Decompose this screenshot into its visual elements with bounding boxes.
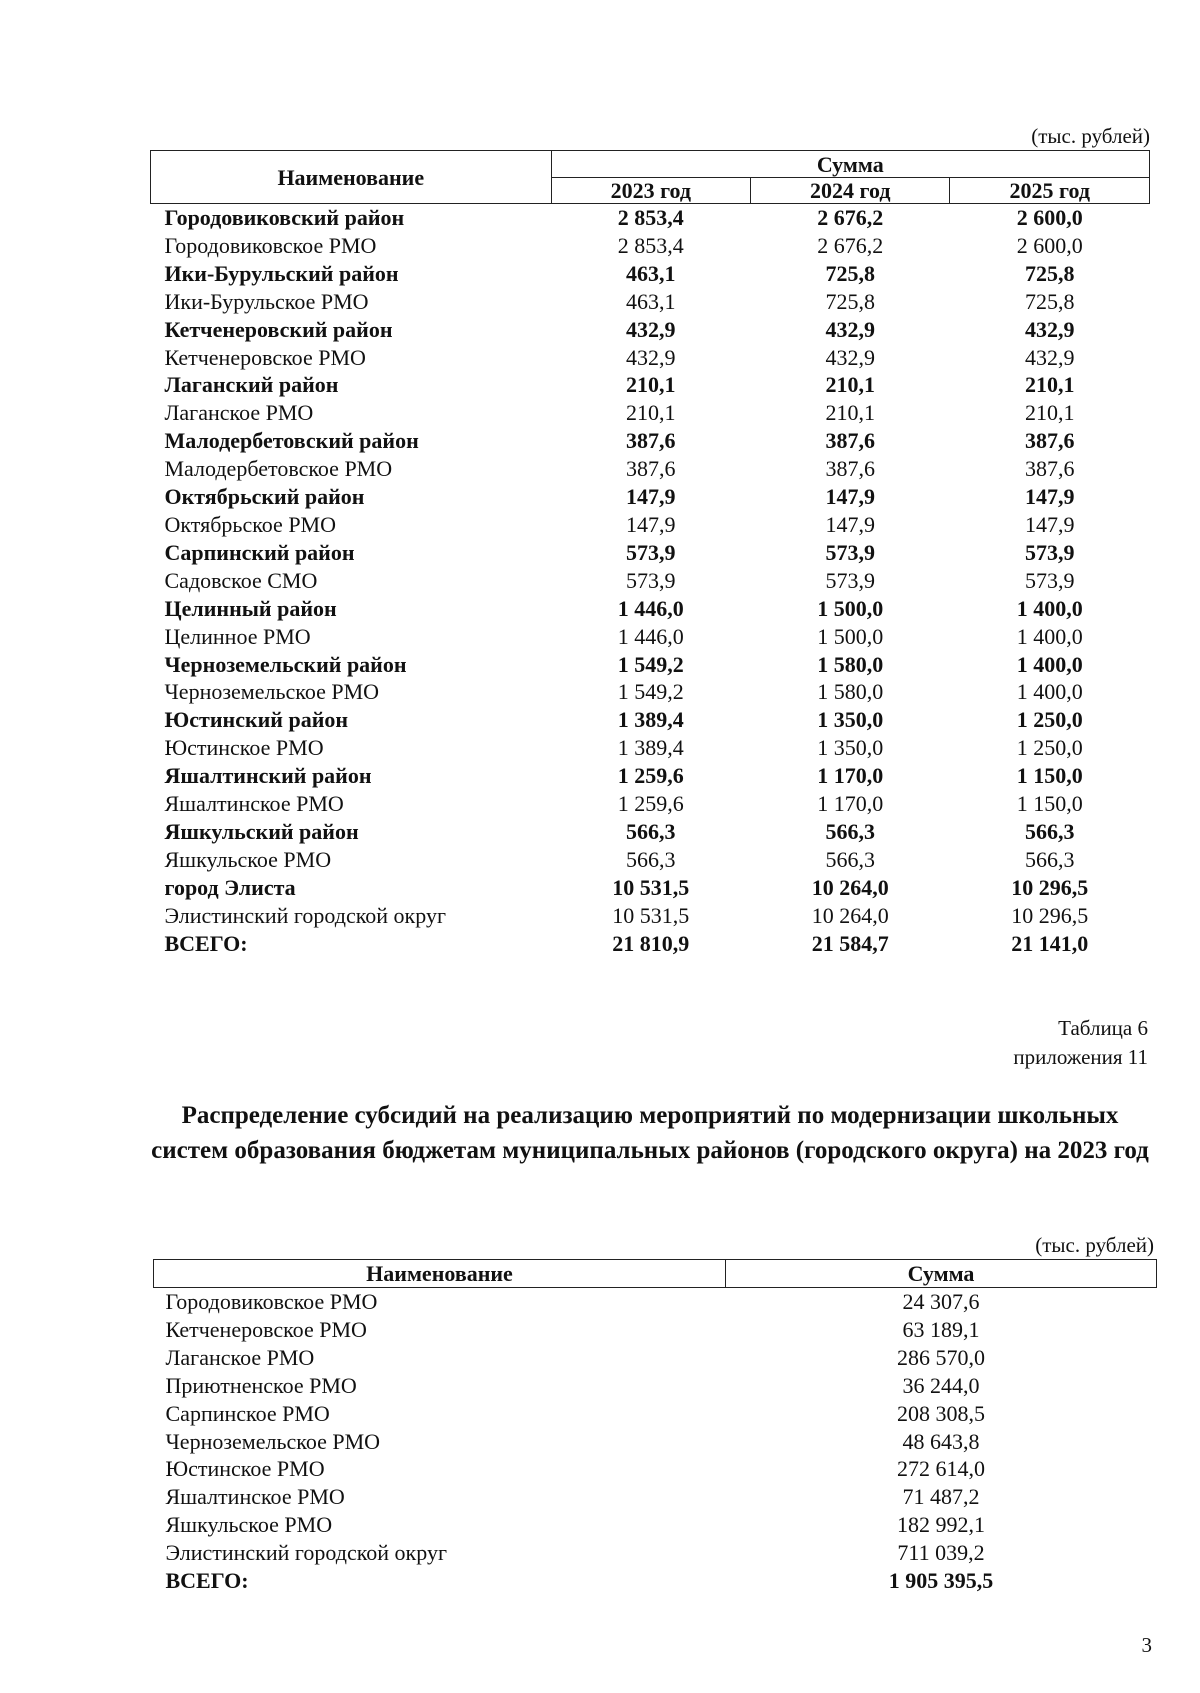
row-value: 24 307,6 [902, 1289, 980, 1314]
table-row [154, 1539, 1157, 1567]
row-name: ВСЕГО: [164, 930, 248, 956]
table-row [151, 846, 1150, 874]
row-name: Сарпинское РМО [165, 1400, 330, 1426]
row-name: Октябрьское РМО [164, 511, 337, 537]
row-value-2023: 210,1 [626, 372, 676, 398]
row-value-2025: 147,9 [1024, 484, 1075, 510]
row-value: 36 244,0 [902, 1372, 980, 1398]
table-row [151, 930, 1150, 958]
row-value-2024: 725,8 [825, 288, 875, 314]
row-name: Приютненское РМО [165, 1372, 357, 1398]
row-name: Юстинское РМО [165, 1456, 325, 1482]
row-value-2023: 387,6 [626, 428, 676, 454]
row-name: Городовиковский район [164, 205, 405, 230]
appendix-label: приложения 11 [1013, 1045, 1148, 1069]
column-header-sum: Сумма [551, 151, 1149, 178]
row-name: Кетченеровское РМО [165, 1316, 367, 1342]
row-value-2024: 21 584,7 [811, 930, 889, 956]
row-value-2024: 432,9 [825, 316, 875, 342]
table-row [151, 511, 1150, 539]
row-name: Черноземельское РМО [164, 679, 380, 705]
row-name: Элистинский городской округ [164, 902, 446, 928]
row-name: Элистинский городской округ [165, 1540, 447, 1566]
row-value-2025: 10 296,5 [1011, 874, 1089, 900]
row-name: Ики-Бурульский район [164, 260, 399, 286]
row-value-2024: 573,9 [825, 567, 875, 593]
row-value-2024: 10 264,0 [811, 874, 889, 900]
table1-unit-label: (тыс. рублей) [1031, 124, 1150, 148]
row-value-2025: 1 400,0 [1016, 595, 1083, 621]
row-name: Яшкульское РМО [165, 1512, 333, 1538]
row-value-2023: 432,9 [626, 316, 676, 342]
row-value-2023: 463,1 [626, 260, 676, 286]
row-value-2024: 147,9 [825, 484, 875, 510]
row-value: 48 643,8 [902, 1428, 980, 1454]
row-value-2024: 210,1 [825, 400, 875, 426]
page-number: 3 [1141, 1633, 1152, 1657]
table-row [151, 483, 1150, 511]
row-name: Яшалтинское РМО [165, 1484, 345, 1510]
table-row [151, 260, 1150, 288]
row-name: город Элиста [164, 874, 296, 900]
table-row [151, 344, 1150, 372]
row-value-2023: 147,9 [626, 511, 676, 537]
row-value: 63 189,1 [902, 1316, 980, 1342]
row-name: Кетченеровский район [164, 316, 393, 342]
row-value-2023: 21 810,9 [612, 930, 690, 956]
row-value-2025: 432,9 [1024, 316, 1075, 342]
table-row [151, 734, 1150, 762]
table2-unit-label: (тыс. рублей) [1035, 1233, 1154, 1257]
modernization-subsidy-table [153, 1259, 1157, 1595]
row-value-2023: 387,6 [626, 456, 676, 482]
table-row [151, 902, 1150, 930]
table-row [151, 790, 1150, 818]
table-row [151, 818, 1150, 846]
row-value-2023: 1 259,6 [617, 791, 684, 817]
table-row [154, 1428, 1157, 1456]
row-value-2025: 1 250,0 [1016, 707, 1083, 733]
table-row [154, 1288, 1157, 1316]
row-value-2024: 1 580,0 [817, 651, 884, 677]
table6-title: Распределение субсидий на реализацию мероприятий по модернизации школьных систем образования бюджетам муниципальных районов (городского округа) на 2023 год [151, 1102, 1149, 1164]
row-value-2023: 2 853,4 [617, 205, 684, 230]
row-value-2024: 210,1 [825, 372, 875, 398]
row-value-2023: 1 446,0 [617, 595, 684, 621]
row-value-2024: 387,6 [825, 428, 875, 454]
row-value-2025: 566,3 [1024, 818, 1075, 844]
row-name: Черноземельское РМО [165, 1428, 381, 1454]
row-value-2024: 2 676,2 [817, 205, 884, 230]
table-row [154, 1316, 1157, 1344]
row-value-2023: 573,9 [626, 539, 676, 565]
row-value: 286 570,0 [897, 1344, 985, 1370]
row-value-2023: 10 531,5 [612, 902, 690, 928]
column-header-2024: 2024 год [751, 178, 950, 204]
row-value-2023: 1 389,4 [617, 735, 684, 761]
row-value-2025: 147,9 [1024, 511, 1075, 537]
row-value-2024: 725,8 [825, 260, 875, 286]
row-value-2023: 432,9 [626, 344, 676, 370]
row-name: Сарпинский район [164, 539, 355, 565]
column-header-2025: 2025 год [950, 178, 1150, 204]
row-value-2023: 573,9 [626, 567, 676, 593]
row-value: 182 992,1 [897, 1512, 985, 1538]
table-row [151, 623, 1150, 651]
row-value-2025: 432,9 [1024, 344, 1075, 370]
column-header-name: Наименование [151, 151, 552, 204]
row-value-2024: 387,6 [825, 456, 875, 482]
row-value: 1 905 395,5 [888, 1568, 994, 1594]
column-header-sum: Сумма [726, 1260, 1157, 1288]
row-value-2023: 1 389,4 [617, 707, 684, 733]
row-value-2023: 10 531,5 [612, 874, 690, 900]
row-value-2025: 21 141,0 [1011, 930, 1089, 956]
row-value-2023: 2 853,4 [617, 232, 684, 258]
row-name: Малодербетовское РМО [164, 456, 393, 482]
row-value-2024: 566,3 [825, 846, 875, 872]
row-value-2025: 573,9 [1024, 567, 1075, 593]
table-row [151, 567, 1150, 595]
table-row [151, 762, 1150, 790]
table-row [151, 204, 1150, 232]
table-row [151, 706, 1150, 734]
row-name: Городовиковское РМО [164, 232, 377, 258]
row-value-2025: 387,6 [1024, 456, 1075, 482]
row-value: 711 039,2 [897, 1540, 985, 1566]
table-row [151, 455, 1150, 483]
row-value-2023: 210,1 [626, 400, 676, 426]
row-value-2024: 147,9 [825, 511, 875, 537]
subsidy-table-2023-2025 [150, 150, 1150, 957]
row-name: Кетченеровское РМО [164, 344, 366, 370]
row-value-2025: 10 296,5 [1011, 902, 1089, 928]
row-name: Яшалтинский район [164, 763, 372, 789]
row-value-2024: 1 170,0 [817, 791, 884, 817]
row-value-2025: 2 600,0 [1016, 232, 1083, 258]
table-row [151, 539, 1150, 567]
row-value-2024: 566,3 [825, 818, 875, 844]
row-value-2023: 566,3 [626, 818, 676, 844]
row-value: 272 614,0 [897, 1456, 985, 1482]
row-value-2023: 147,9 [626, 484, 676, 510]
row-name: Ики-Бурульское РМО [164, 288, 369, 314]
row-value-2023: 566,3 [626, 846, 676, 872]
table-row [151, 595, 1150, 623]
row-value-2024: 1 500,0 [817, 623, 884, 649]
table-row [154, 1511, 1157, 1539]
row-value-2024: 1 170,0 [817, 763, 884, 789]
table-row [151, 371, 1150, 399]
row-value-2024: 573,9 [825, 539, 875, 565]
row-value: 71 487,2 [902, 1484, 980, 1510]
row-value-2024: 10 264,0 [811, 902, 889, 928]
row-name: Юстинское РМО [164, 735, 324, 761]
column-header-name: Наименование [154, 1260, 726, 1288]
row-value-2025: 1 150,0 [1016, 791, 1083, 817]
table-row [154, 1372, 1157, 1400]
table-row [154, 1483, 1157, 1511]
table2-body [154, 1288, 1157, 1595]
table-row [151, 399, 1150, 427]
row-name: ВСЕГО: [165, 1568, 249, 1594]
row-value-2024: 1 580,0 [817, 679, 884, 705]
row-name: Садовское СМО [164, 567, 318, 593]
row-value-2024: 1 350,0 [817, 735, 884, 761]
row-value-2025: 1 400,0 [1016, 679, 1083, 705]
row-name: Яшкульское РМО [164, 846, 332, 872]
row-value-2025: 2 600,0 [1016, 205, 1083, 230]
row-name: Целинный район [164, 595, 337, 621]
row-value-2023: 1 259,6 [617, 763, 684, 789]
row-value-2023: 1 446,0 [617, 623, 684, 649]
row-value-2025: 725,8 [1024, 260, 1075, 286]
row-value-2025: 1 250,0 [1016, 735, 1083, 761]
table-row [154, 1400, 1157, 1428]
row-name: Юстинский район [164, 707, 349, 733]
table-row [154, 1455, 1157, 1483]
row-value-2025: 1 400,0 [1016, 623, 1083, 649]
row-value-2025: 210,1 [1024, 400, 1075, 426]
row-name: Лаганский район [164, 372, 339, 398]
row-value-2025: 210,1 [1024, 372, 1075, 398]
table-row [151, 874, 1150, 902]
row-name: Малодербетовский район [164, 428, 419, 454]
row-name: Городовиковское РМО [165, 1289, 378, 1314]
row-name: Лаганское РМО [165, 1344, 315, 1370]
table-row [151, 427, 1150, 455]
table-row [154, 1344, 1157, 1372]
row-value-2024: 2 676,2 [817, 232, 884, 258]
row-value-2025: 566,3 [1024, 846, 1075, 872]
row-value-2025: 1 150,0 [1016, 763, 1083, 789]
table-row [151, 288, 1150, 316]
row-value-2025: 1 400,0 [1016, 651, 1083, 677]
table-row [151, 651, 1150, 679]
row-value: 208 308,5 [897, 1400, 985, 1426]
row-name: Яшкульский район [164, 818, 359, 844]
row-value-2025: 573,9 [1024, 539, 1075, 565]
table-row [151, 316, 1150, 344]
column-header-2023: 2023 год [551, 178, 750, 204]
row-value-2024: 1 350,0 [817, 707, 884, 733]
row-name: Лаганское РМО [164, 400, 314, 426]
row-value-2024: 432,9 [825, 344, 875, 370]
row-name: Яшалтинское РМО [164, 791, 344, 817]
row-name: Октябрьский район [164, 484, 365, 510]
table1-body [151, 204, 1150, 958]
table-row [151, 678, 1150, 706]
row-value-2024: 1 500,0 [817, 595, 884, 621]
row-name: Черноземельский район [164, 651, 407, 677]
row-value-2025: 725,8 [1024, 288, 1075, 314]
row-value-2023: 1 549,2 [617, 651, 684, 677]
table-row [151, 232, 1150, 260]
row-value-2025: 387,6 [1024, 428, 1075, 454]
table-number-label: Таблица 6 [1058, 1016, 1148, 1040]
row-name: Целинное РМО [164, 623, 311, 649]
row-value-2023: 463,1 [626, 288, 676, 314]
table-row [154, 1567, 1157, 1595]
row-value-2023: 1 549,2 [617, 679, 684, 705]
